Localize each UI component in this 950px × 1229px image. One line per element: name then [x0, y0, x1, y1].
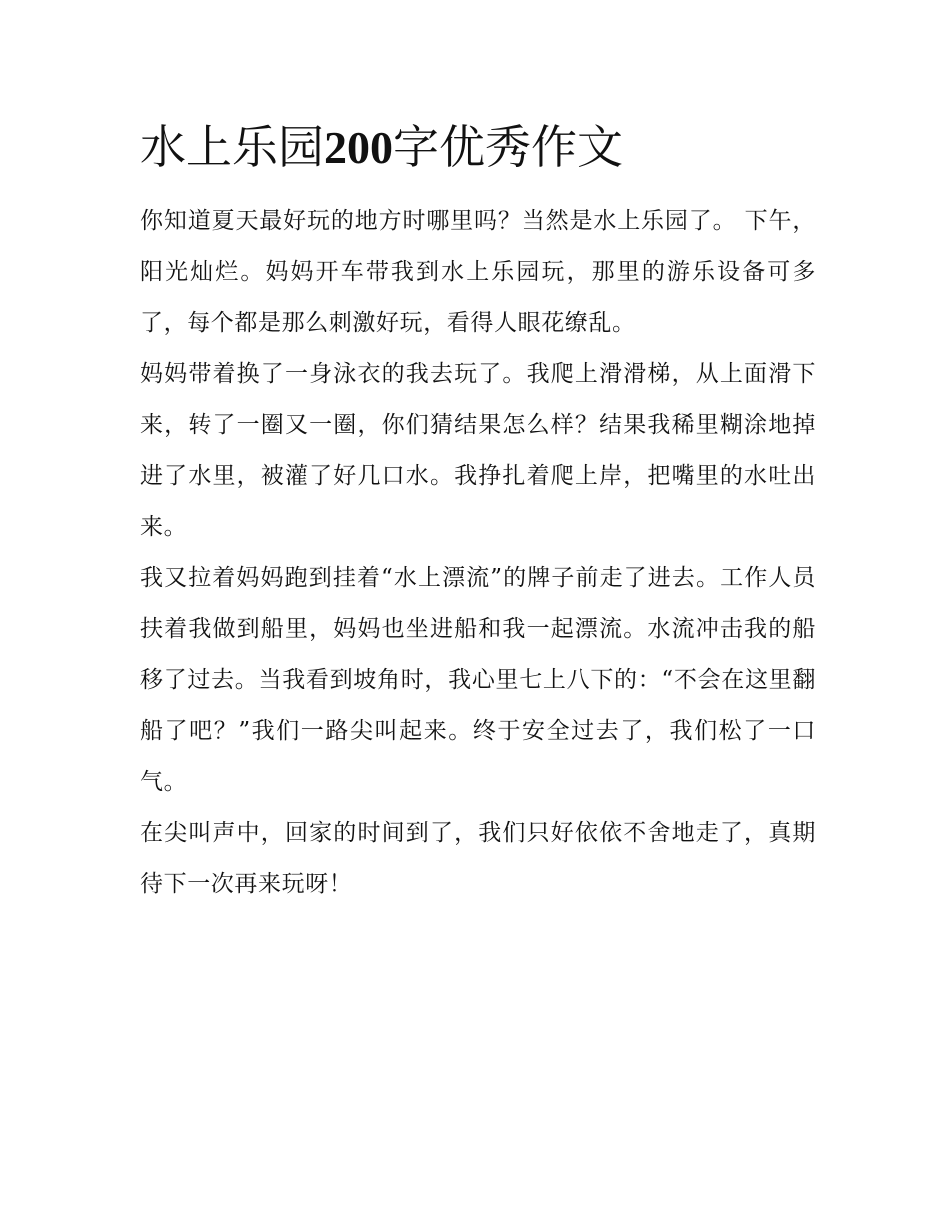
document-title — [140, 112, 840, 183]
essay-paragraph: 在尖叫声中，回家的时间到了，我们只好依依不舍地走了，真期待下一次再来玩呀！ — [140, 820, 816, 897]
essay-paragraph: 妈妈带着换了一身泳衣的我去玩了。我爬上滑滑梯，从上面滑下来，转了一圈又一圈，你们猜结果怎么样？结果我稀里糊涂地掉进了水里，被灌了好几口水。我挣扎着爬上岸，把嘴里的水吐出来。 — [140, 361, 816, 540]
title-suffix: 字优秀作文 — [393, 120, 623, 174]
title-prefix: 水上乐园 — [140, 120, 324, 174]
essay-paragraph: 我又拉着妈妈跑到挂着“水上漂流”的牌子前走了进去。工作人员扶着我做到船里，妈妈也坐进船和我一起漂流。水流冲击我的船移了过去。当我看到坡角时，我心里七上八下的：“不会在这里翻船了吧？”我们一路尖叫起来。终于安全过去了，我们松了一口气。 — [140, 565, 816, 795]
essay-paragraph: 你知道夏天最好玩的地方时哪里吗？当然是水上乐园了。 下午，阳光灿烂。妈妈开车带我到水上乐园玩，那里的游乐设备可多了，每个都是那么刺激好玩，看得人眼花缭乱。 — [140, 208, 816, 336]
title-number: 200 — [324, 122, 393, 173]
essay-body — [140, 196, 816, 910]
